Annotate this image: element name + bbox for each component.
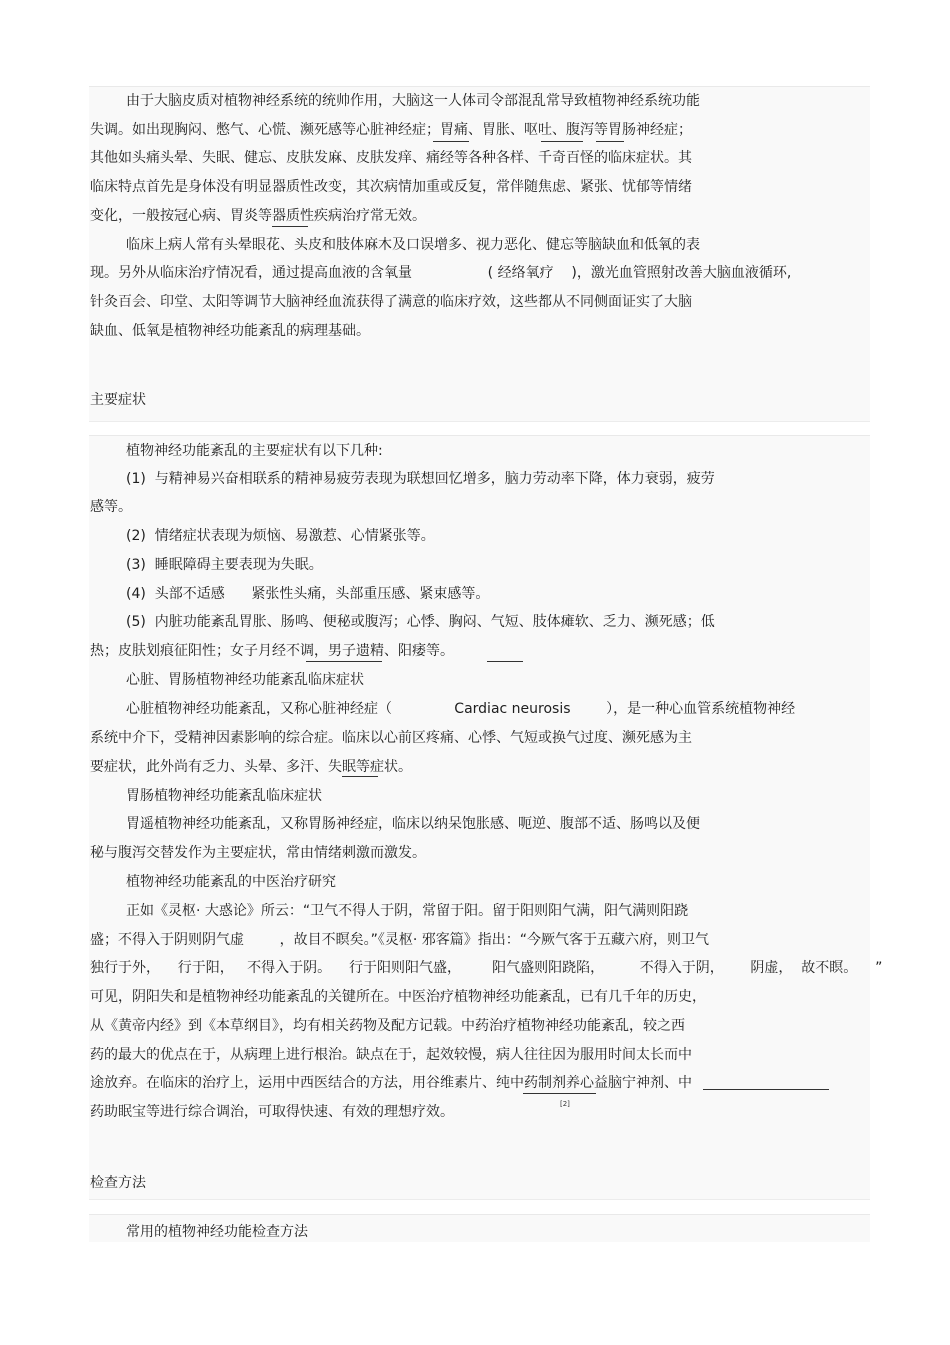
paragraph-line: 系统中介下，受精神因素影响的综合症。临床以心前区疼痛、心悸、气短或换气过度、濒死感为主 bbox=[90, 730, 692, 746]
paragraph-line: 途放弃。在临床的治疗上，运用中西医结合的方法，用谷维素片、纯中药制剂养心益脑宁神剂、中 bbox=[90, 1075, 692, 1091]
paragraph-line: 临床特点首先是身体没有明显器质性改变，其次病情加重或反复，常伴随焦虑、紧张、忧郁等情绪 bbox=[90, 179, 692, 195]
paragraph-line: 临床上病人常有头晕眼花、头皮和肢体麻木及口误增多、视力恶化、健忘等脑缺血和低氧的表 bbox=[126, 237, 700, 253]
underline-mark bbox=[272, 226, 308, 227]
subheading: 植物神经功能紊乱的中医治疗研究 bbox=[126, 874, 336, 890]
paragraph-line: 可见，阴阳失和是植物神经功能紊乱的关键所在。中医治疗植物神经功能紊乱，已有几千年的历史， bbox=[90, 989, 706, 1005]
underline-mark bbox=[523, 1093, 596, 1094]
paragraph-line: 缺血、低氧是植物神经功能紊乱的病理基础。 bbox=[90, 323, 370, 339]
paragraph-line: (2) 情绪症状表现为烦恼、易激惹、心情紧张等。 bbox=[126, 528, 435, 544]
paragraph-line: 变化，一般按冠心病、胃炎等器质性疾病治疗常无效。 bbox=[90, 208, 426, 224]
paragraph-line: 正如《灵枢· 大惑论》所云：“卫气不得人于阴，常留于阳。留于阳则阳气满，阳气满则阳跷 bbox=[126, 903, 689, 919]
paragraph-line: 针灸百会、印堂、太阳等调节大脑神经血流获得了满意的临床疗效，这些都从不同侧面证实了大脑 bbox=[90, 294, 692, 310]
underline-mark bbox=[596, 141, 624, 142]
subheading: 胃肠植物神经功能紊乱临床症状 bbox=[126, 788, 322, 804]
section-heading-main-symptoms: 主要症状 bbox=[90, 392, 146, 408]
paragraph-line: 现。另外从临床治疗情况看，通过提高血液的含氧量 ( 经络氧疗 )，激光血管照射改善大脑血液循环, bbox=[90, 265, 792, 281]
underline-mark bbox=[703, 1089, 829, 1090]
paragraph-line: 热；皮肤划痕征阳性；女子月经不调，男子遗精、阳痿等。 bbox=[90, 643, 454, 659]
paragraph-line: 胃遥植物神经功能紊乱，又称胃肠神经症，临床以纳呆饱胀感、呃逆、腹部不适、肠鸣以及便 bbox=[126, 816, 700, 832]
paragraph-line: (5) 内脏功能紊乱胃胀、肠鸣、便秘或腹泻；心悸、胸闷、气短、肢体瘫软、乏力、濒死感；低 bbox=[126, 614, 715, 630]
paragraph-line: 感等。 bbox=[90, 499, 132, 515]
subheading: 心脏、胃肠植物神经功能紊乱临床症状 bbox=[126, 672, 364, 688]
paragraph-line: 失调。如出现胸闷、憋气、心慌、濒死感等心脏神经症；胃痛、胃胀、呕吐、腹泻等胃肠神经症； bbox=[90, 122, 692, 138]
paragraph-line: (3) 睡眠障碍主要表现为失眠。 bbox=[126, 557, 323, 573]
paragraph-line: 要症状，此外尚有乏力、头晕、多汗、失眠等症状。 bbox=[90, 759, 412, 775]
underline-mark bbox=[487, 661, 523, 662]
paragraph-line: 其他如头痛头晕、失眠、健忘、皮肤发麻、皮肤发痒、痛经等各种各样、千奇百怪的临床症状。其 bbox=[90, 150, 692, 166]
underline-mark bbox=[306, 661, 382, 662]
section-heading-exam-methods: 检查方法 bbox=[90, 1175, 146, 1191]
paragraph-line: 从《黄帝内经》到《本草纲目》，均有相关药物及配方记载。中药治疗植物神经功能紊乱，较之西 bbox=[90, 1018, 685, 1034]
paragraph-line: 植物神经功能紊乱的主要症状有以下几种: bbox=[126, 443, 383, 459]
underline-mark bbox=[342, 776, 378, 777]
paragraph-line: 药助眠宝等进行综合调治，可取得快速、有效的理想疗效。 bbox=[90, 1104, 454, 1120]
paragraph-line: 秘与腹泻交替发作为主要症状，常由情绪刺激而激发。 bbox=[90, 845, 426, 861]
underline-mark bbox=[541, 141, 583, 142]
paragraph-line: 药的最大的优点在于，从病理上进行根治。缺点在于，起效较慢，病人往往因为服用时间太长而中 bbox=[90, 1047, 692, 1063]
paragraph-line: 心脏植物神经功能紊乱，又称心脏神经症（ Cardiac neurosis ），是一种心血管系统植物神经 bbox=[126, 701, 796, 717]
footnote-reference: [2] bbox=[560, 1100, 570, 1108]
underline-mark bbox=[433, 141, 469, 142]
paragraph-line: 由于大脑皮质对植物神经系统的统帅作用，大脑这一人体司令部混乱常导致植物神经系统功能 bbox=[126, 93, 700, 109]
paragraph-line: 盛；不得入于阴则阴气虚 ，故目不瞑矣。”《灵枢· 邪客篇》指出：“今厥气客于五藏六府，则卫气 bbox=[90, 932, 710, 948]
paragraph-line: (1) 与精神易兴奋相联系的精神易疲劳表现为联想回忆增多，脑力劳动率下降，体力衰弱，疲劳 bbox=[126, 471, 715, 487]
paragraph-line: (4) 头部不适感 紧张性头痛，头部重压感、紧束感等。 bbox=[126, 586, 490, 602]
subheading: 常用的植物神经功能检查方法 bbox=[126, 1224, 308, 1240]
paragraph-line: 独行于外， 行于阳， 不得入于阴。 行于阳则阳气盛， 阳气盛则阳跷陷， 不得入于阴， 阴虚， 故不瞑。 ” bbox=[90, 960, 883, 976]
